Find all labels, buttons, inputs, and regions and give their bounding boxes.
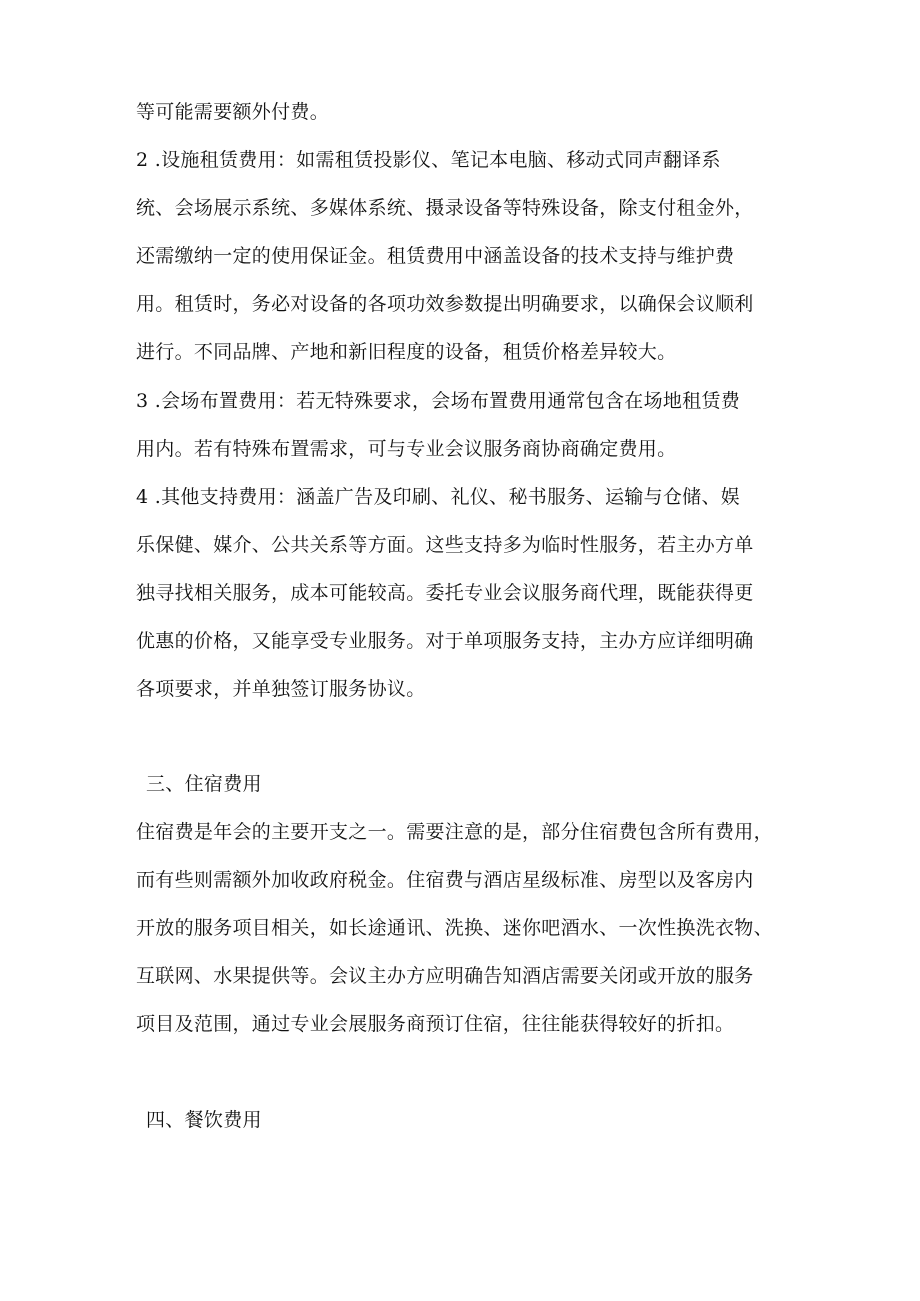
item-2-line: 还需缴纳一定的使用保证金。租赁费用中涵盖设备的技术支持与维护费 — [136, 245, 735, 267]
section-3-line: 项目及范围，通过专业会展服务商预订住宿，往往能获得较好的折扣。 — [136, 1013, 735, 1035]
item-2-line: 2 .设施租赁费用：如需租赁投影仪、笔记本电脑、移动式同声翻译系 — [136, 149, 721, 171]
section-3-line: 而有些则需额外加收政府税金。住宿费与酒店星级标准、房型以及客房内 — [136, 869, 754, 891]
item-4-line: 各项要求，并单独签订服务协议。 — [136, 678, 426, 700]
section-3-line: 互联网、水果提供等。会议主办方应明确告知酒店需要关闭或开放的服务 — [136, 965, 754, 987]
section-heading-lodging: 三、住宿费用 — [146, 773, 262, 795]
section-3-line: 开放的服务项目相关，如长途通讯、洗换、迷你吧酒水、一次性换洗衣物、 — [136, 917, 773, 939]
item-2-line: 进行。不同品牌、产地和新旧程度的设备，租赁价格差异较大。 — [136, 341, 677, 363]
item-4-line: 独寻找相关服务，成本可能较高。委托专业会议服务商代理，既能获得更 — [136, 582, 754, 604]
item-4-line: 4 .其他支持费用：涵盖广告及印刷、礼仪、秘书服务、运输与仓储、娱 — [136, 486, 741, 508]
item-2-line: 统、会场展示系统、多媒体系统、摄录设备等特殊设备，除支付租金外， — [136, 197, 754, 219]
item-2-line: 用。租赁时，务必对设备的各项功效参数提出明确要求，以确保会议顺利 — [136, 293, 754, 315]
item-4-line: 优惠的价格，又能享受专业服务。对于单项服务支持，主办方应详细明确 — [136, 630, 754, 652]
section-heading-catering: 四、餐饮费用 — [146, 1109, 262, 1131]
item-3-line: 用内。若有特殊布置需求，可与专业会议服务商协商确定费用。 — [136, 438, 677, 460]
item-3-line: 3 .会场布置费用：若无特殊要求，会场布置费用通常包含在场地租赁费 — [136, 390, 741, 412]
item-4-line: 乐保健、媒介、公共关系等方面。这些支持多为临时性服务，若主办方单 — [136, 534, 754, 556]
section-3-line: 住宿费是年会的主要开支之一。需要注意的是，部分住宿费包含所有费用， — [136, 821, 773, 843]
paragraph-line: 等可能需要额外付费。 — [136, 101, 330, 123]
